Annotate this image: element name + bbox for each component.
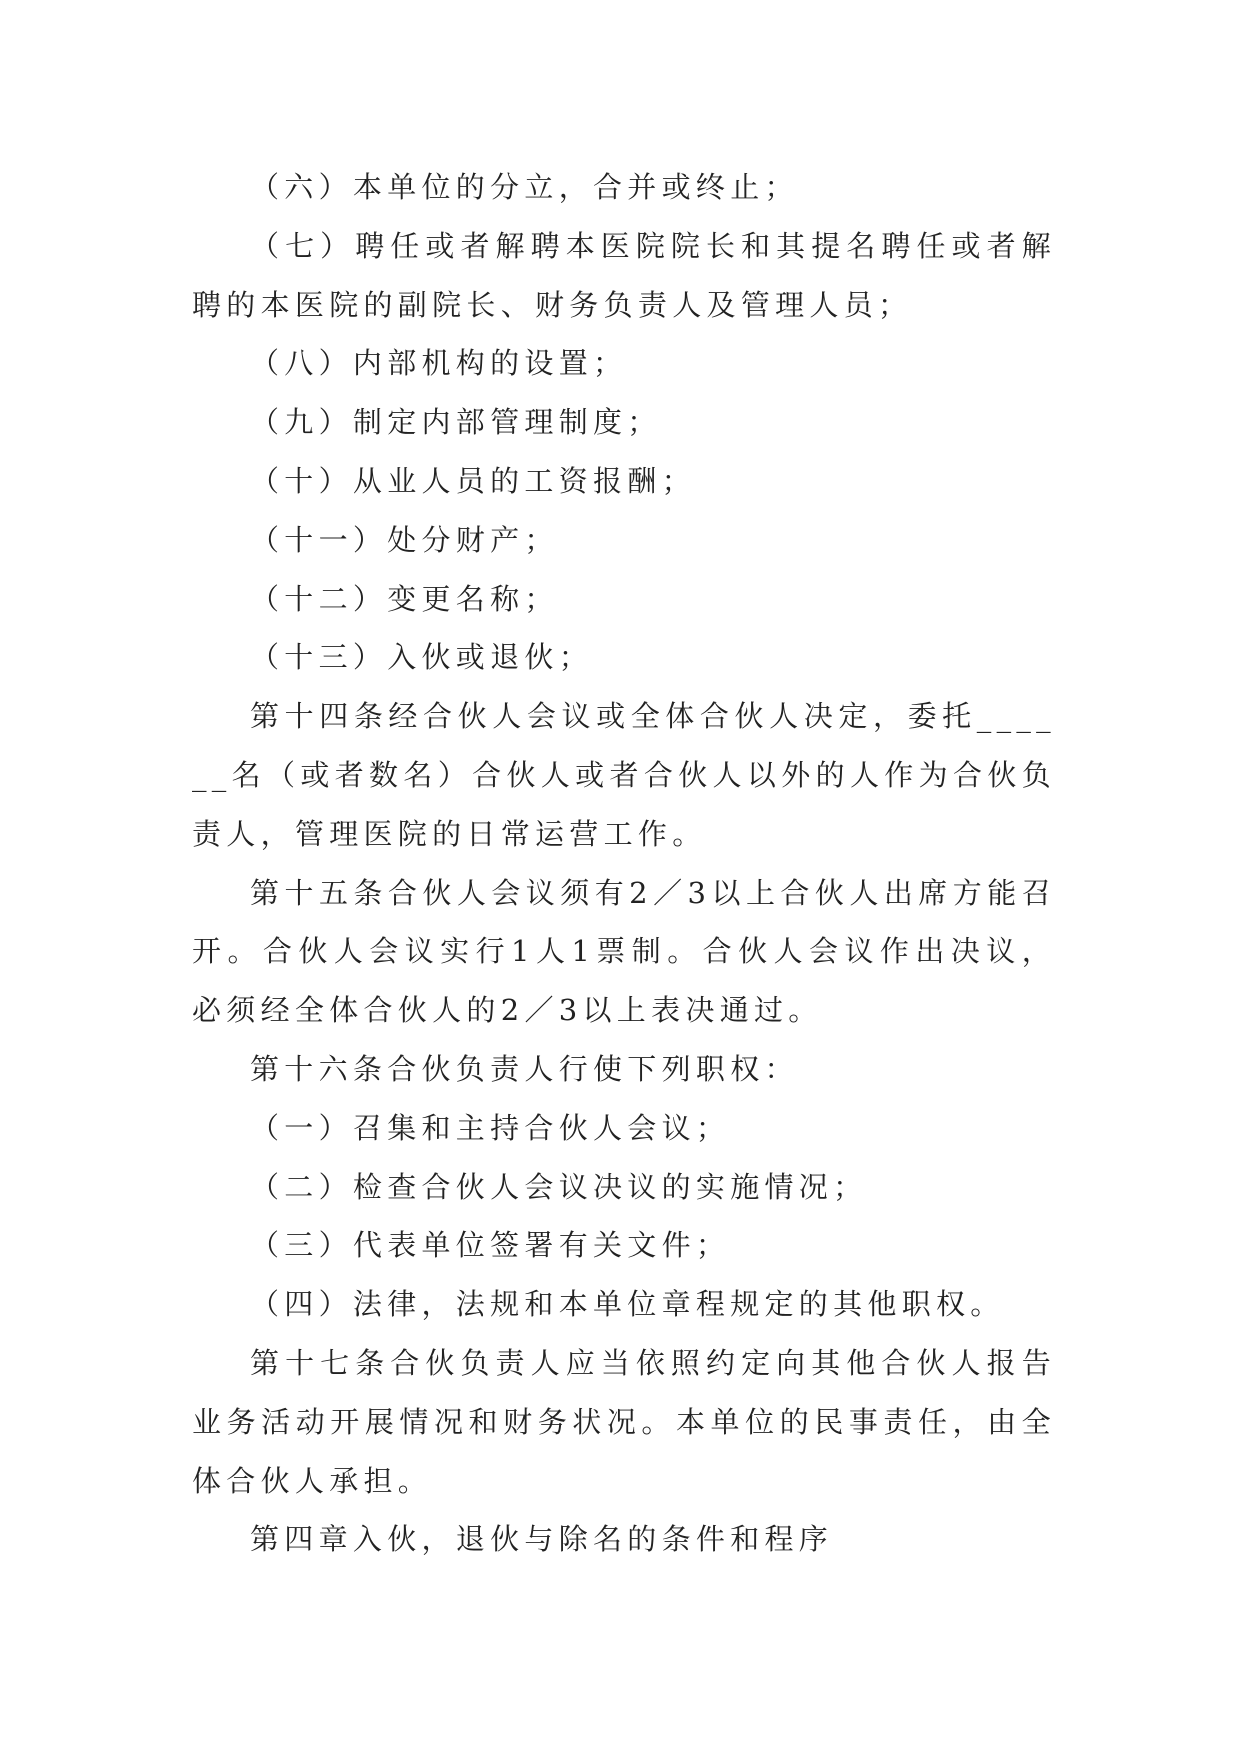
clause-7-appointment: （七）聘任或者解聘本医院院长和其提名聘任或者解聘的本医院的副院长、财务负责人及管理人员；	[192, 228, 1056, 322]
duty-2: （二）检查合伙人会议决议的实施情况；	[250, 1169, 868, 1204]
clause-6-dissolution: （六）本单位的分立，合并或终止；	[250, 170, 799, 204]
article-15: 第十五条合伙人会议须有2／3以上合伙人出席方能召开。合伙人会议实行1人1票制。合伙人会议作出决议，必须经全体合伙人的2／3以上表决通过。	[192, 875, 1056, 1028]
clause-9-management-rules: （九）制定内部管理制度；	[250, 405, 662, 440]
clause-13-join-leave: （十三）入伙或退伙；	[250, 640, 594, 675]
duty-3: （三）代表单位签署有关文件；	[250, 1228, 731, 1263]
document-body	[192, 158, 1056, 1569]
duty-4: （四）法律，法规和本单位章程规定的其他职权。	[250, 1287, 1005, 1322]
article-16: 第十六条合伙负责人行使下列职权：	[250, 1051, 799, 1086]
clause-12-rename: （十二）变更名称；	[250, 581, 559, 616]
clause-8-internal-structure: （八）内部机构的设置；	[250, 346, 628, 381]
chapter-4-heading: 第四章入伙，退伙与除名的条件和程序	[250, 1522, 834, 1557]
article-17: 第十七条合伙负责人应当依照约定向其他合伙人报告业务活动开展情况和财务状况。本单位的民事责任，由全体合伙人承担。	[192, 1345, 1056, 1498]
article-14: 第十四条经合伙人会议或全体合伙人决定，委托______名（或者数名）合伙人或者合伙人以外的人作为合伙负责人，管理医院的日常运营工作。	[192, 699, 1056, 851]
clause-11-property: （十一）处分财产；	[250, 522, 559, 557]
duty-1: （一）召集和主持合伙人会议；	[250, 1110, 731, 1145]
clause-10-salary: （十）从业人员的工资报酬；	[250, 463, 696, 498]
